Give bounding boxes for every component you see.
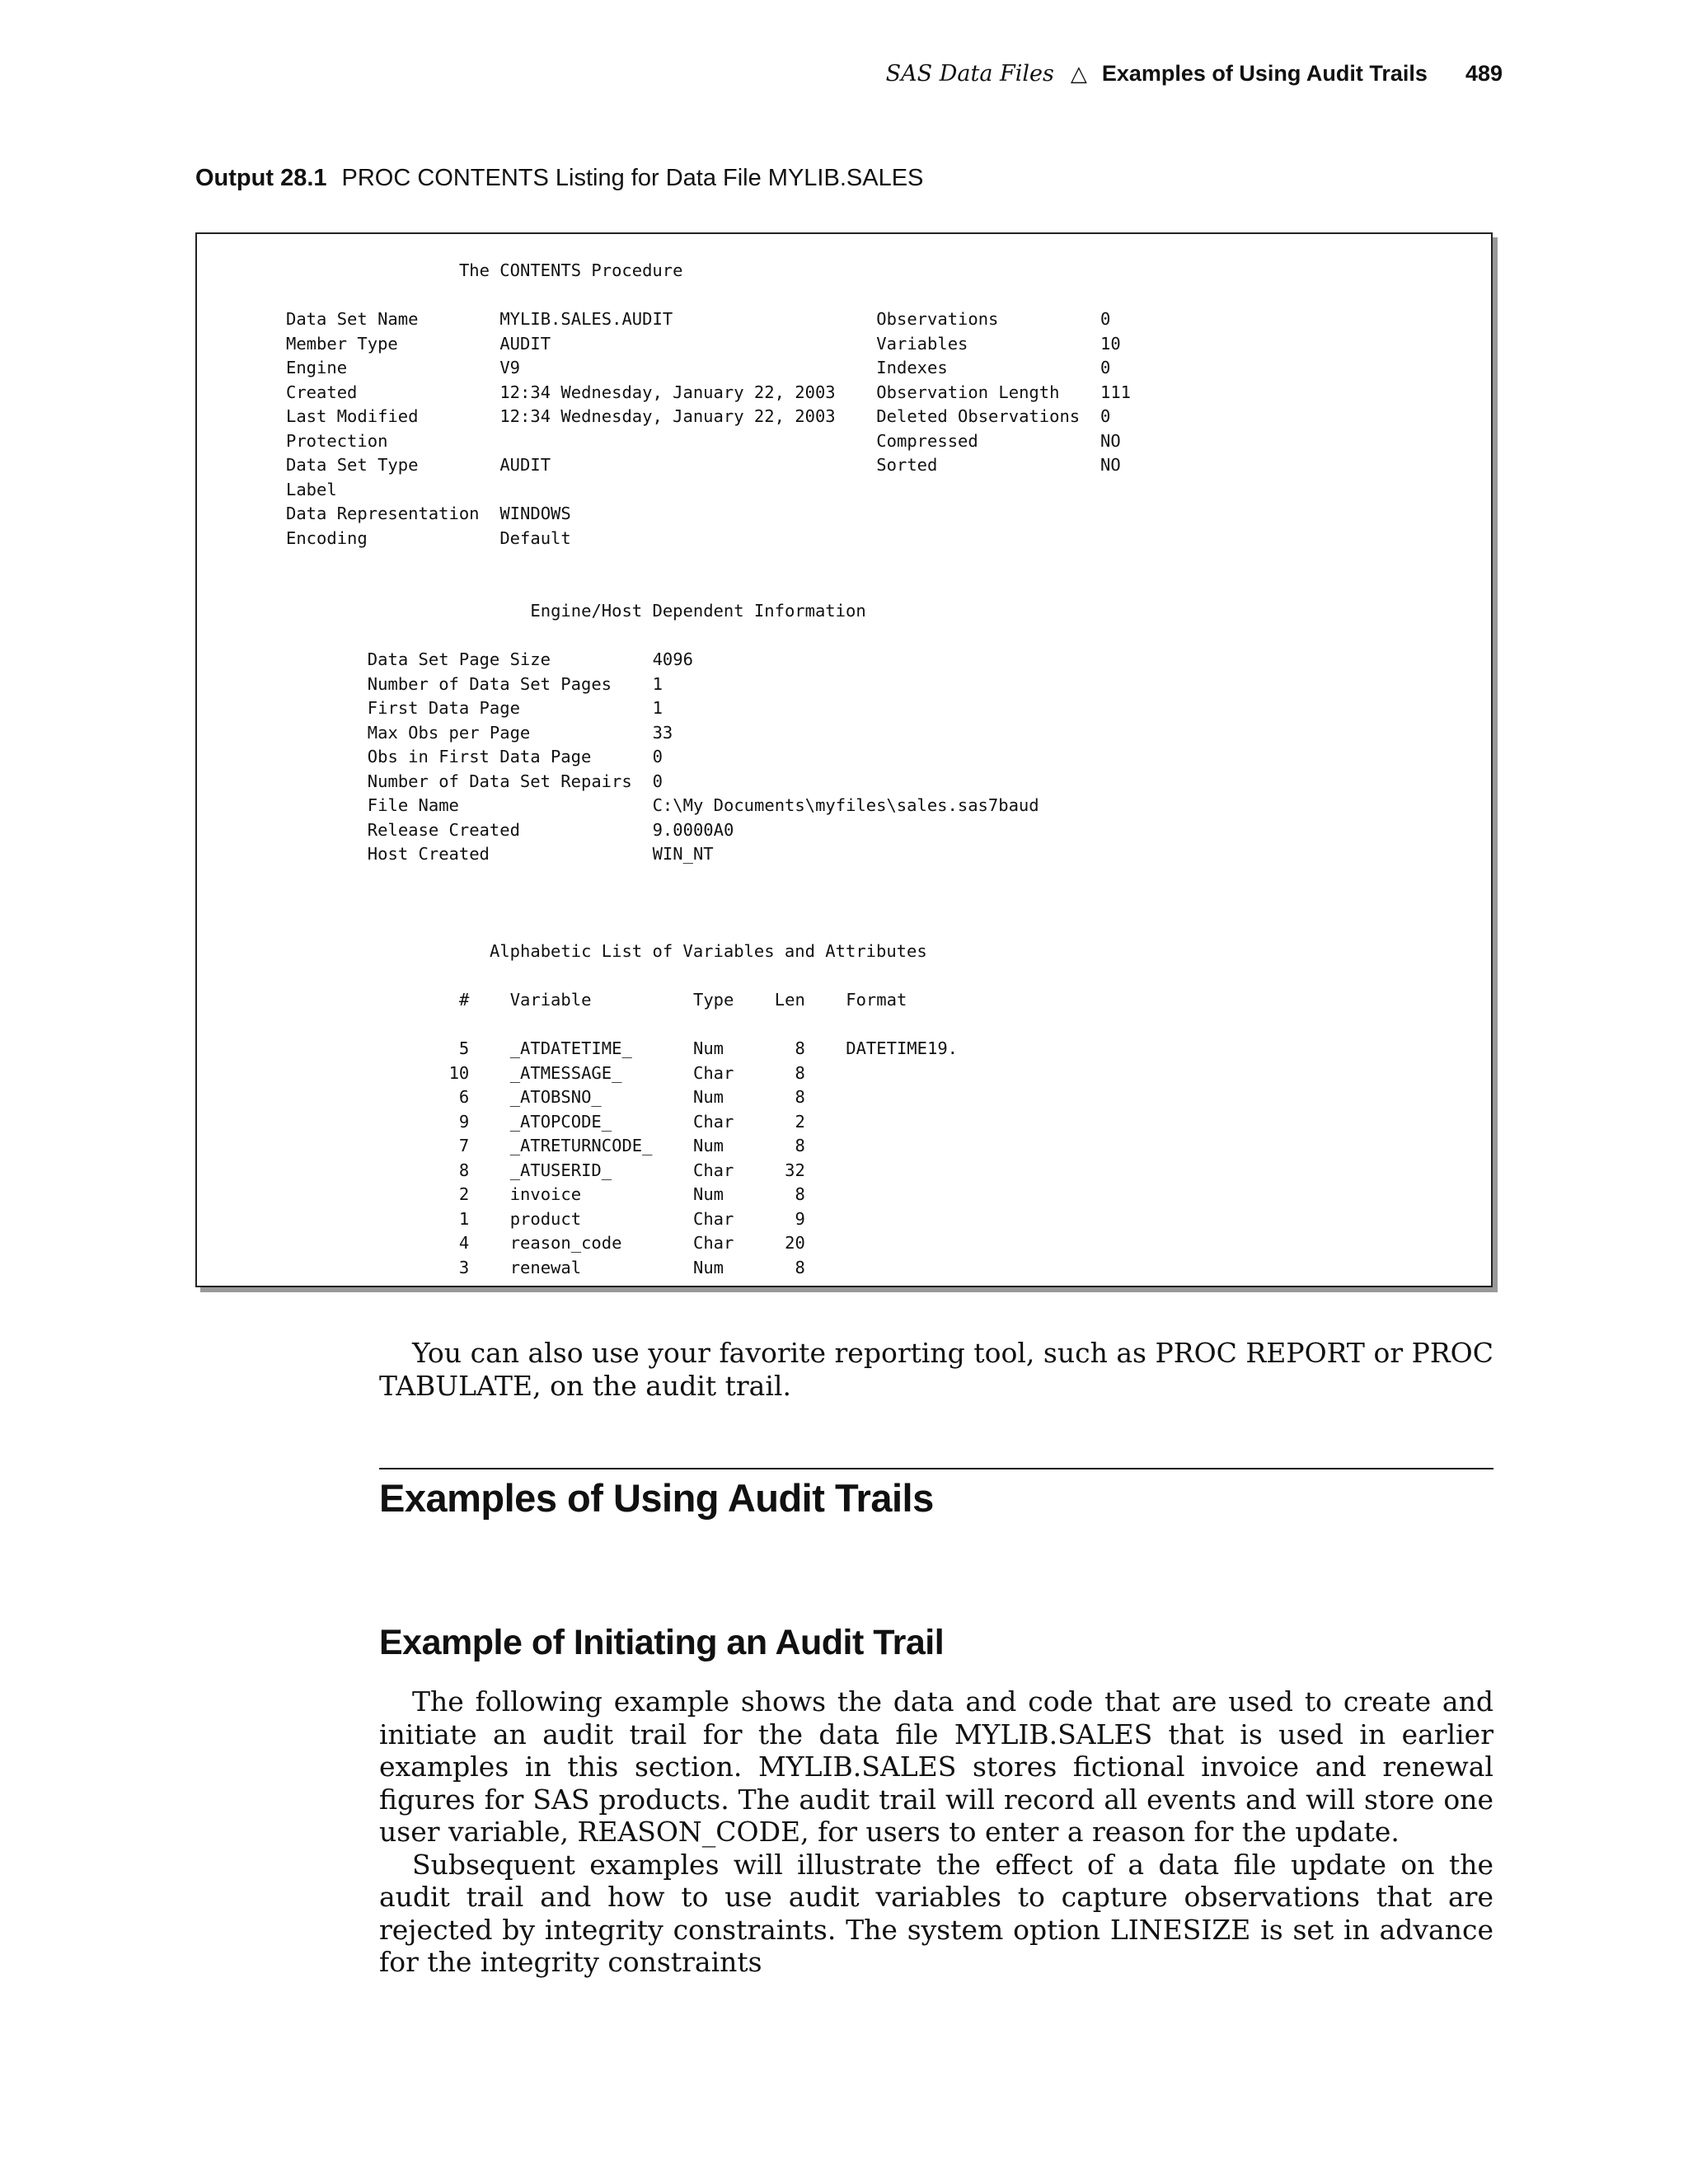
variables-header-len: Len <box>774 990 805 1010</box>
variable-len: 9 <box>774 1208 805 1229</box>
engine-value: C:\My Documents\myfiles\sales.sas7baud <box>652 795 1039 815</box>
reporting-paragraph: You can also use your favorite reporting tool, such as PROC REPORT or PROC TABULATE, on the audit trail. <box>379 1337 1493 1402</box>
page-number: 489 <box>1465 61 1503 86</box>
engine-value: 33 <box>652 722 673 743</box>
engine-title: Engine/Host Dependent Information <box>530 601 866 621</box>
attribute-label: Protection <box>286 430 388 451</box>
variable-name: _ATOPCODE_ <box>509 1111 612 1132</box>
output-caption-number: Output 28.1 <box>195 165 327 191</box>
output-caption <box>195 165 923 192</box>
variable-num: 4 <box>448 1233 470 1253</box>
attribute-label: Label <box>286 479 337 499</box>
attribute-label: Engine <box>286 358 348 377</box>
engine-label: Obs in First Data Page <box>367 747 592 766</box>
procedure-title: The CONTENTS Procedure <box>458 260 683 280</box>
initiating-paragraphs <box>379 1685 1493 1979</box>
initiating-paragraph: The following example shows the data and code that are used to create and initiate an audit trail for the data file MYLIB.SALES that is used in earlier examples in this section. MYLIB.SALES stores fictional invoice and renewal figures for SAS products. The audit trail will record all events and will store one user variable, REASON_CODE, for users to enter a reason for the update. <box>379 1685 1493 1848</box>
engine-value: 9.0000A0 <box>652 819 734 840</box>
attribute-label: Created <box>286 382 358 402</box>
subsection-heading: Example of Initiating an Audit Trail <box>379 1623 945 1662</box>
attribute-value: 12:34 Wednesday, January 22, 2003 <box>499 406 836 426</box>
variable-len: 8 <box>774 1062 805 1083</box>
attribute-label: Observation Length <box>876 382 1060 402</box>
engine-label: Host Created <box>367 844 490 864</box>
attribute-value: AUDIT <box>499 333 551 354</box>
engine-label: Number of Data Set Repairs <box>367 771 632 791</box>
variable-num: 9 <box>448 1111 470 1132</box>
variable-name: _ATRETURNCODE_ <box>509 1136 653 1155</box>
variable-num: 3 <box>448 1257 470 1277</box>
variable-name: _ATOBSNO_ <box>509 1087 602 1107</box>
variable-num: 1 <box>448 1208 470 1229</box>
variable-len: 8 <box>774 1136 805 1155</box>
engine-value: 1 <box>652 673 663 694</box>
reporting-paragraph-block <box>379 1337 1493 1402</box>
running-head-title: Examples of Using Audit Trails <box>1101 61 1428 86</box>
engine-value: 4096 <box>652 649 693 669</box>
triangle-separator-icon: △ <box>1070 62 1087 87</box>
variable-name: _ATDATETIME_ <box>509 1038 632 1058</box>
attribute-label: Last Modified <box>286 406 419 426</box>
variable-num: 6 <box>448 1087 470 1107</box>
attribute-label: Sorted <box>876 455 938 475</box>
attribute-value: Default <box>499 527 571 548</box>
attribute-label: Observations <box>876 309 999 329</box>
attribute-value: 10 <box>1100 333 1121 354</box>
variables-header-format: Format <box>846 990 907 1010</box>
variable-len: 8 <box>774 1184 805 1204</box>
attribute-value: NO <box>1100 430 1121 451</box>
engine-value: 0 <box>652 771 663 791</box>
variable-num: 2 <box>448 1184 470 1204</box>
running-head-section: SAS Data Files <box>885 61 1054 87</box>
attribute-value: MYLIB.SALES.AUDIT <box>499 309 673 329</box>
attribute-value: WINDOWS <box>499 504 571 523</box>
output-caption-title: PROC CONTENTS Listing for Data File MYLIB.SALES <box>341 165 924 191</box>
variable-len: 8 <box>774 1257 805 1277</box>
variable-type: Num <box>693 1257 724 1277</box>
subsequent-paragraph: Subsequent examples will illustrate the effect of a data file update on the audit trail and how to use audit variables to capture observations that are rejected by integrity constraints. The system option LINESIZE is set in advance for the integrity constraints <box>379 1848 1493 1978</box>
section-rule <box>379 1468 1493 1469</box>
variable-type: Num <box>693 1184 724 1204</box>
attribute-label: Deleted Observations <box>876 406 1081 426</box>
variable-len: 20 <box>774 1233 805 1253</box>
variable-type: Num <box>693 1136 724 1155</box>
variable-num: 10 <box>448 1062 470 1083</box>
attribute-value: 0 <box>1100 309 1111 329</box>
variable-num: 5 <box>448 1038 470 1058</box>
variable-type: Num <box>693 1087 724 1107</box>
attribute-label: Encoding <box>286 527 368 548</box>
variables-header-type: Type <box>693 990 734 1010</box>
attribute-value: 0 <box>1100 406 1111 426</box>
attribute-label: Variables <box>876 333 968 354</box>
attribute-label: Data Representation <box>286 504 480 523</box>
engine-label: Data Set Page Size <box>367 649 551 669</box>
attribute-value: 0 <box>1100 358 1111 377</box>
variable-type: Char <box>693 1160 734 1180</box>
variables-header-variable: Variable <box>509 990 592 1010</box>
variable-num: 7 <box>448 1136 470 1155</box>
variable-name: renewal <box>509 1257 582 1277</box>
attribute-value: AUDIT <box>499 455 551 475</box>
variable-len: 2 <box>774 1111 805 1132</box>
attribute-value: V9 <box>499 358 521 377</box>
attribute-label: Compressed <box>876 430 978 451</box>
running-head <box>886 59 1503 88</box>
engine-label: File Name <box>367 795 459 815</box>
attribute-value: NO <box>1100 455 1121 475</box>
variable-num: 8 <box>448 1160 470 1180</box>
variable-len: 8 <box>774 1038 805 1058</box>
variable-type: Num <box>693 1038 724 1058</box>
variable-name: reason_code <box>509 1233 622 1253</box>
attribute-value: 12:34 Wednesday, January 22, 2003 <box>499 382 836 402</box>
engine-label: Max Obs per Page <box>367 722 531 743</box>
variable-type: Char <box>693 1233 734 1253</box>
variable-format: DATETIME19. <box>846 1038 959 1058</box>
variable-name: product <box>509 1208 582 1229</box>
variable-name: invoice <box>509 1184 582 1204</box>
engine-value: 1 <box>652 698 663 718</box>
attribute-value: 111 <box>1100 382 1132 402</box>
engine-value: WIN_NT <box>652 844 714 864</box>
engine-value: 0 <box>652 747 663 766</box>
engine-label: Release Created <box>367 819 520 840</box>
variable-type: Char <box>693 1062 734 1083</box>
variables-title: Alphabetic List of Variables and Attributes <box>490 941 927 961</box>
attribute-label: Member Type <box>286 333 398 354</box>
variable-type: Char <box>693 1111 734 1132</box>
attribute-label: Data Set Type <box>286 455 419 475</box>
engine-label: First Data Page <box>367 698 520 718</box>
variables-header-num: # <box>458 990 470 1010</box>
variable-len: 32 <box>774 1160 805 1180</box>
variable-type: Char <box>693 1208 734 1229</box>
engine-label: Number of Data Set Pages <box>367 673 612 694</box>
section-heading: Examples of Using Audit Trails <box>379 1476 934 1520</box>
variable-name: _ATMESSAGE_ <box>509 1062 622 1083</box>
proc-contents-listing <box>195 232 1493 1287</box>
attribute-label: Indexes <box>876 358 948 377</box>
variable-len: 8 <box>774 1087 805 1107</box>
variable-name: _ATUSERID_ <box>509 1160 612 1180</box>
attribute-label: Data Set Name <box>286 309 419 329</box>
